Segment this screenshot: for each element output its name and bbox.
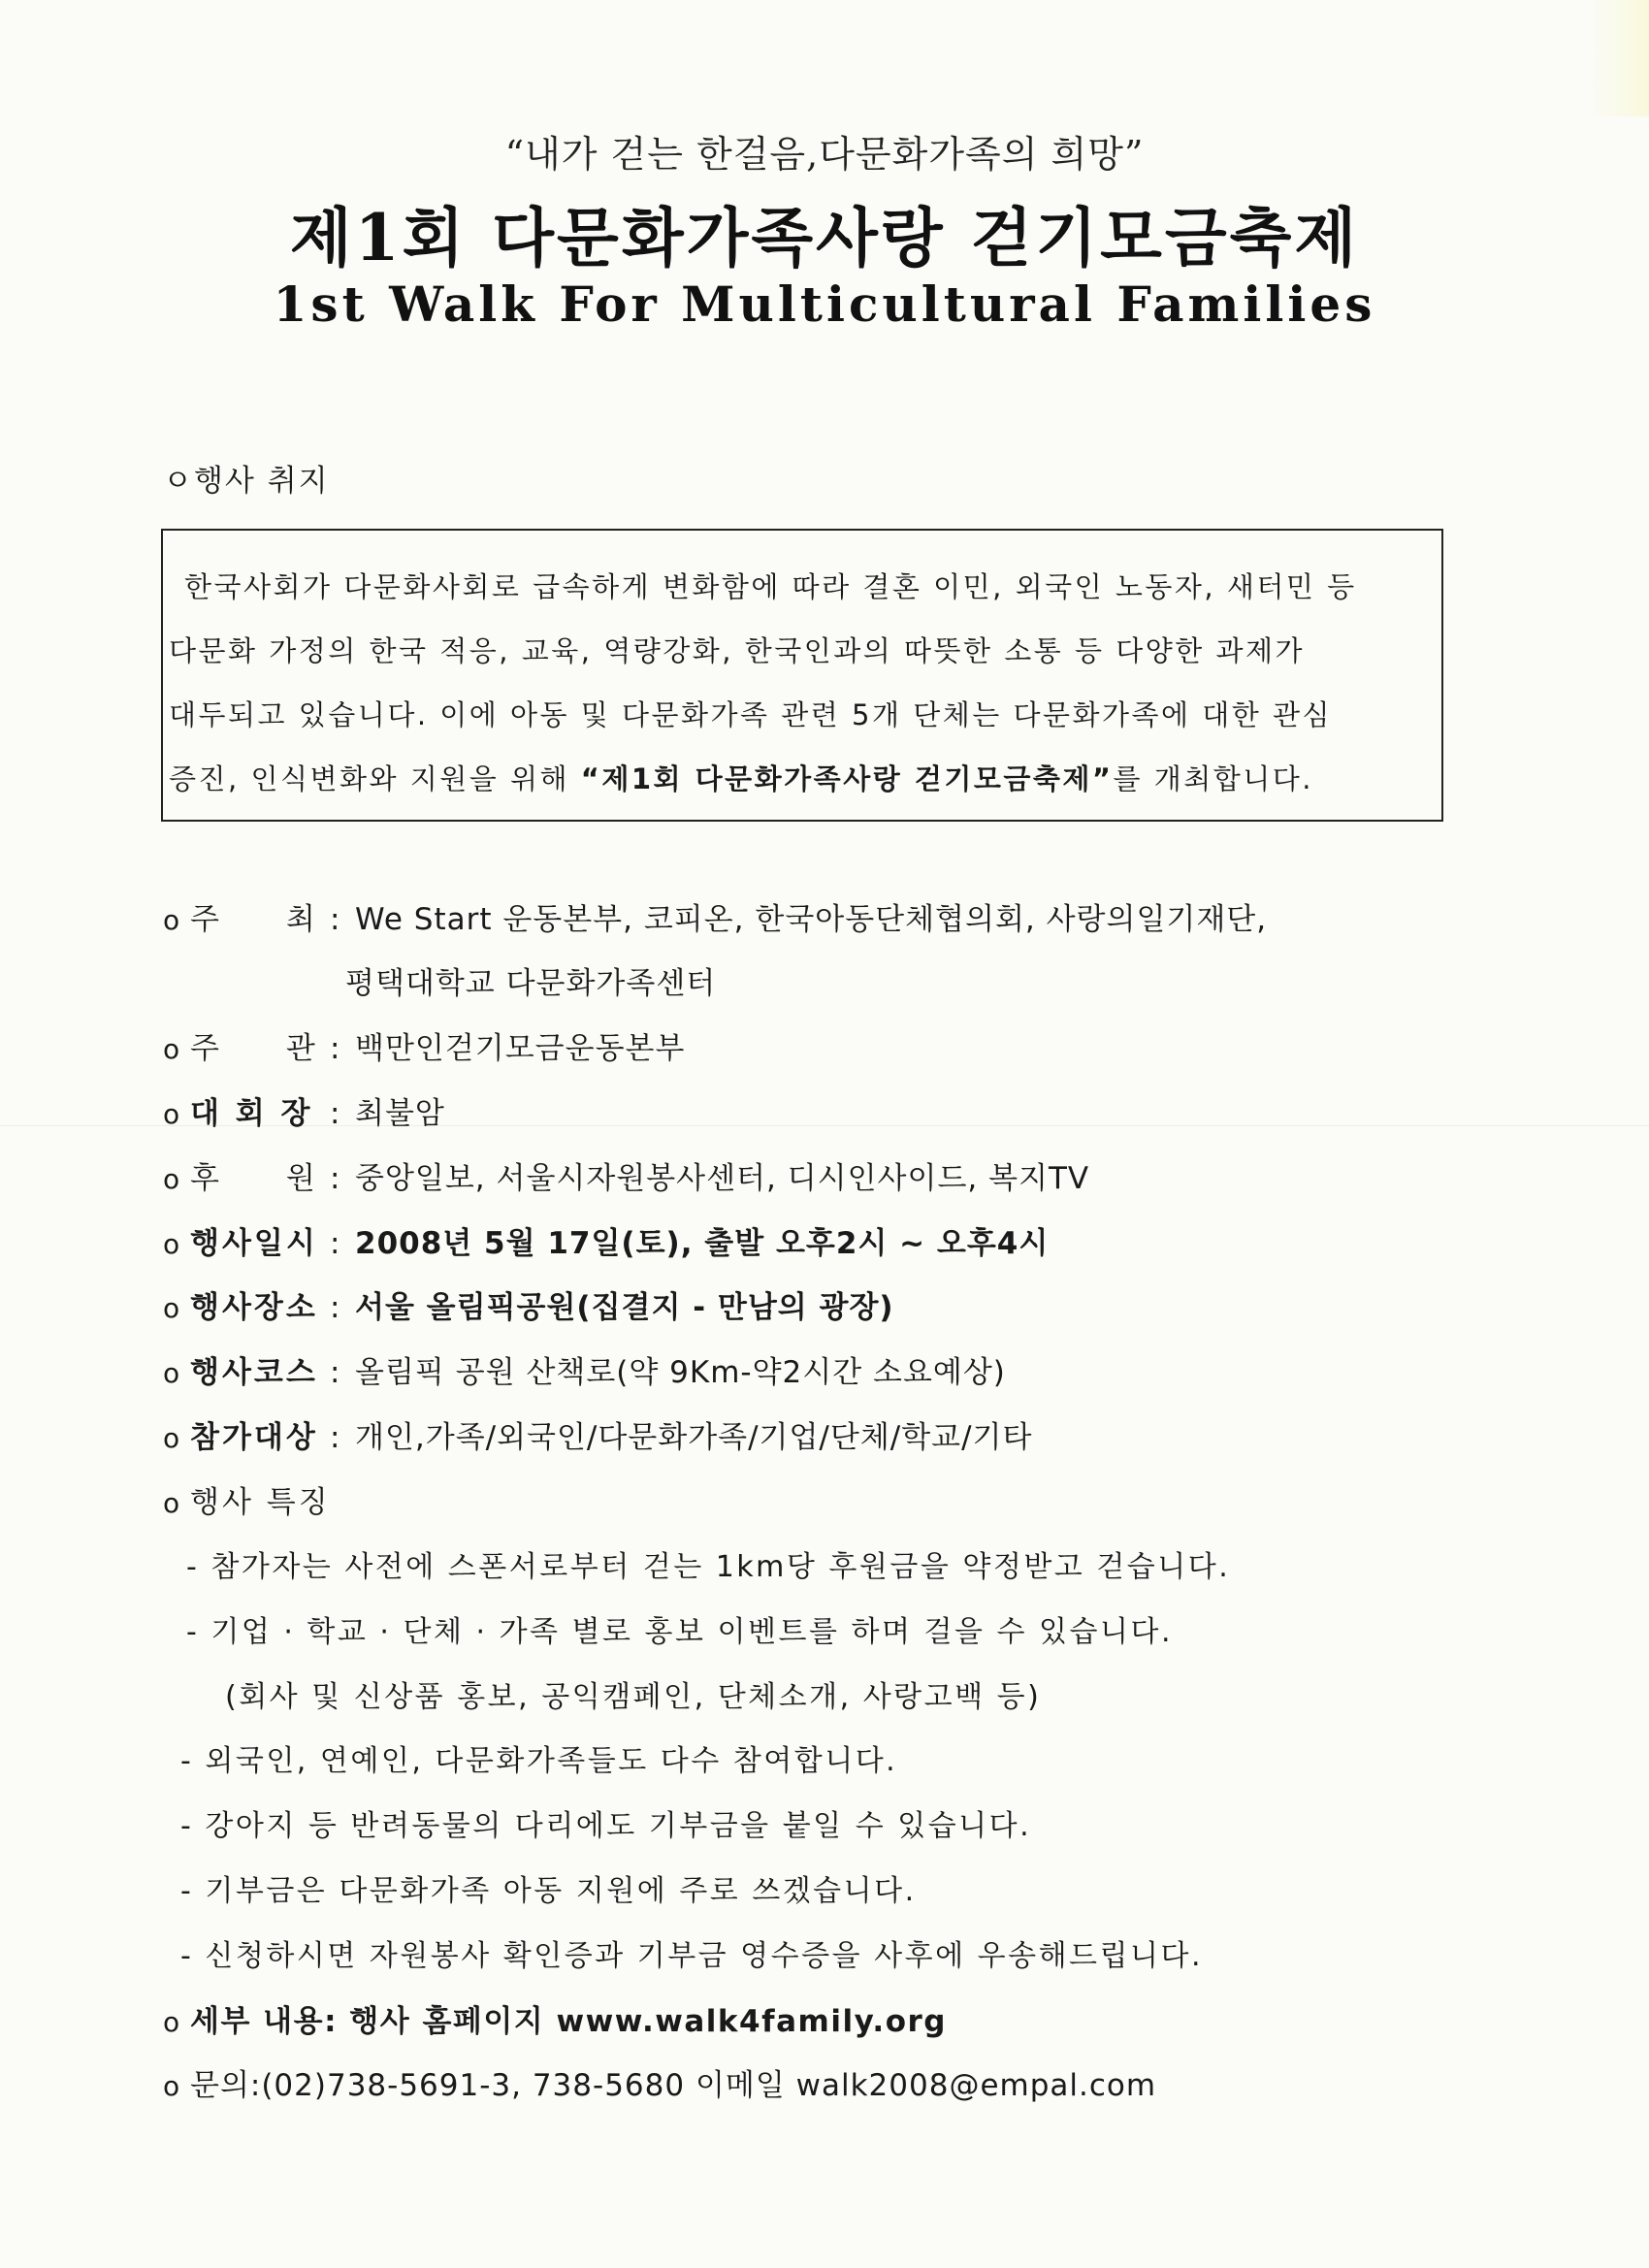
features-heading (163, 1477, 331, 1521)
purpose-line-3: 대두되고 있습니다. 이에 아동 및 다문화가족 관련 5개 단체는 다문화가족에 대한 관심 (169, 698, 1333, 731)
detail-row (163, 1996, 947, 2040)
bullet-icon: o (163, 1228, 180, 1260)
features-label: 행사 특징 (190, 1485, 331, 1520)
colon: : (330, 1031, 340, 1066)
bullet-icon: o (163, 904, 180, 936)
host-value: We Start 운동본부, 코피온, 한국아동단체협의회, 사랑의일기재단, (355, 902, 1268, 937)
detail-text: 세부 내용: 행사 홈페이지 www.walk4family.org (190, 2004, 947, 2039)
place-value: 서울 올림픽공원(집결지 - 만남의 광장) (355, 1290, 894, 1325)
organizer-row (163, 1023, 685, 1067)
place-label: 행사장소 (190, 1290, 318, 1325)
korean-title: 제1회 다문화가족사랑 걷기모금축제 (289, 200, 1360, 275)
purpose-line-2: 다문화 가정의 한국 적응, 교육, 역량강화, 한국인과의 따뜻한 소통 등 다양한 과제가 (169, 634, 1306, 667)
chair-value: 최불암 (355, 1096, 445, 1131)
colon: : (330, 902, 340, 937)
course-label: 행사코스 (190, 1355, 318, 1390)
target-label: 참가대상 (190, 1420, 318, 1455)
target-value: 개인,가족/외국인/다문화가족/기업/단체/학교/기타 (355, 1420, 1033, 1455)
english-title: 1st Walk For Multicultural Families (273, 275, 1376, 333)
host-value-continued: 평택대학교 다문화가족센터 (345, 966, 717, 1001)
bullet-icon: o (163, 1163, 180, 1195)
organizer-label: 주 관 (190, 1031, 315, 1066)
colon: : (330, 1096, 340, 1131)
colon: : (330, 1355, 340, 1390)
bullet-icon: o (163, 1292, 180, 1324)
feature-item: - 신청하시면 자원봉사 확인증과 기부금 영수증을 사후에 우송해드립니다. (180, 1939, 1204, 1973)
sponsor-label: 후 원 (190, 1161, 315, 1196)
purpose-line-4 (169, 758, 1313, 797)
feature-item: - 강아지 등 반려동물의 다리에도 기부금을 붙일 수 있습니다. (180, 1809, 1032, 1843)
course-value: 올림픽 공원 산책로(약 9Km-약2시간 소요예상) (355, 1355, 1006, 1390)
colon: : (330, 1226, 340, 1261)
host-row (163, 894, 1267, 938)
place-row (163, 1282, 894, 1326)
date-row (163, 1218, 1049, 1262)
colon: : (330, 1161, 340, 1196)
organizer-value: 백만인걷기모금운동본부 (355, 1031, 686, 1066)
colon: : (330, 1420, 340, 1455)
contact-text: 문의:(02)738-5691-3, 738-5680 이메일 walk2008@empal.com (190, 2068, 1157, 2103)
course-row (163, 1347, 1006, 1391)
contact-row (163, 2060, 1156, 2104)
feature-item-note: (회사 및 신상품 홍보, 공익캠페인, 단체소개, 사랑고백 등) (225, 1680, 1042, 1714)
purpose-heading: ㅇ행사 취지 (163, 464, 330, 499)
purpose-line-1: 한국사회가 다문화사회로 급속하게 변화함에 따라 결혼 이민, 외국인 노동자, 새터민 등 (184, 570, 1357, 603)
bullet-icon: o (163, 2006, 180, 2038)
paper-corner-tint (1591, 0, 1649, 116)
target-row (163, 1412, 1032, 1456)
tagline: “내가 걷는 한걸음,다문화가족의 희망” (504, 133, 1145, 176)
chair-label: 대 회 장 (190, 1096, 313, 1131)
feature-item: - 외국인, 연예인, 다문화가족들도 다수 참여합니다. (180, 1744, 898, 1778)
feature-item: - 기업 · 학교 · 단체 · 가족 별로 홍보 이벤트를 하며 걸을 수 있습니다. (186, 1615, 1173, 1649)
date-value: 2008년 5월 17일(토), 출발 오후2시 ~ 오후4시 (355, 1226, 1050, 1261)
bullet-icon: o (163, 1033, 180, 1065)
bullet-icon: o (163, 1357, 180, 1389)
purpose-line-4-prefix: 증진, 인식변화와 지원을 위해 (169, 762, 581, 795)
feature-item: - 참가자는 사전에 스폰서로부터 걷는 1km당 후원금을 약정받고 걷습니다. (186, 1550, 1231, 1584)
host-label: 주 최 (190, 902, 315, 937)
chair-row (163, 1088, 445, 1132)
sponsor-row (163, 1153, 1089, 1197)
colon: : (330, 1290, 340, 1325)
purpose-box (161, 529, 1443, 822)
feature-item: - 기부금은 다문화가족 아동 지원에 주로 쓰겠습니다. (180, 1874, 917, 1908)
bullet-icon: o (163, 1487, 180, 1519)
sponsor-value: 중앙일보, 서울시자원봉사센터, 디시인사이드, 복지TV (355, 1161, 1090, 1196)
date-label: 행사일시 (190, 1226, 318, 1261)
bullet-icon: o (163, 1422, 180, 1454)
bullet-icon: o (163, 2070, 180, 2102)
bullet-icon: o (163, 1098, 180, 1130)
festival-name-bold: “제1회 다문화가족사랑 걷기모금축제” (580, 762, 1114, 795)
purpose-line-4-suffix: 를 개최합니다. (1113, 762, 1313, 795)
